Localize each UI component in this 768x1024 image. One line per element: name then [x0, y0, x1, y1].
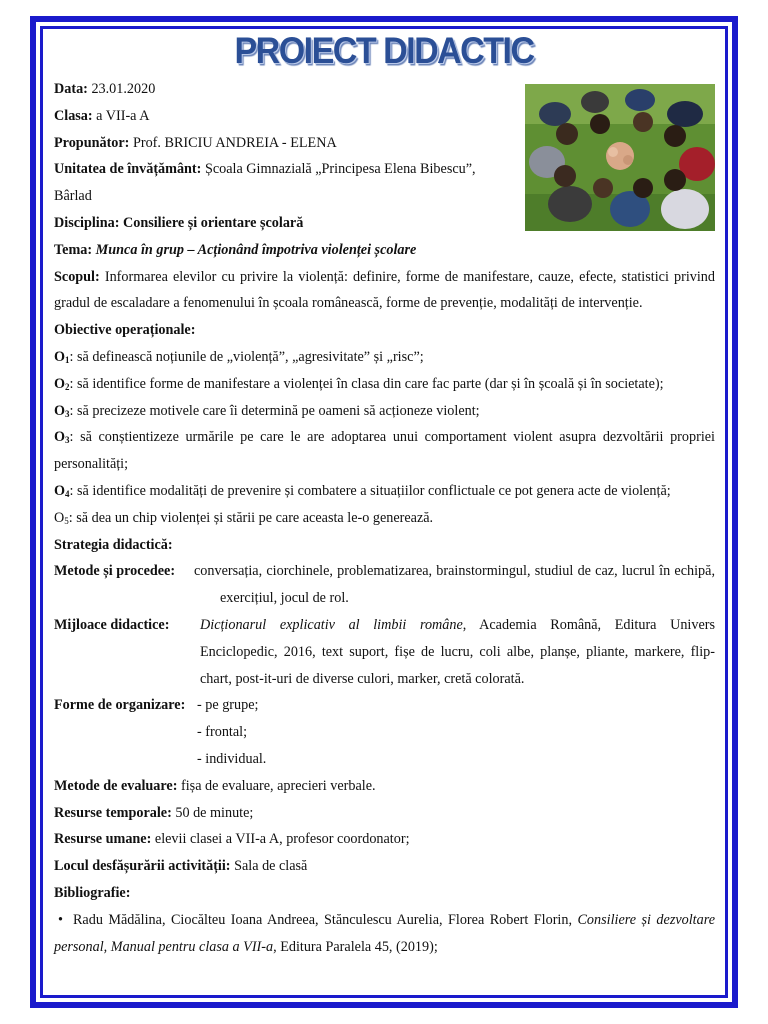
label-propunator: Propunător:: [54, 134, 130, 151]
value-mijloace: [200, 612, 715, 692]
document-body: [54, 76, 715, 960]
field-clasa: [54, 103, 516, 130]
label-tema: Tema:: [54, 241, 93, 258]
forme-item: - frontal;: [197, 724, 248, 741]
value-metode: conversația, ciorchinele, problematizarea, brainstormingul, studiul de caz, lucrul în echipă, exercițiul, jocul de rol.: [194, 563, 715, 607]
field-mijloace: [54, 612, 715, 692]
field-data: [54, 76, 516, 103]
objective-text: : să dea un chip violenței și stării pe care aceasta le-o generează.: [68, 509, 434, 526]
objective-sub: 5: [64, 515, 69, 526]
objective-item: [54, 505, 715, 532]
objective-item: [54, 478, 715, 505]
label-scopul: Scopul:: [54, 268, 100, 285]
field-metode: [54, 558, 715, 612]
value-tema: Munca în grup – Acționând împotriva violenței școlare: [95, 241, 417, 258]
objective-text: : să identifice forme de manifestare a violenței în clasa din care fac parte (dar și în școală și în societate);: [69, 375, 664, 392]
forme-list: [197, 692, 715, 772]
field-resurse-umane: [54, 826, 715, 853]
objective-item: [54, 398, 715, 425]
objective-item: [54, 371, 715, 398]
objective-sub: 4: [65, 488, 70, 499]
label-disciplina: Disciplina:: [54, 214, 120, 231]
forme-item: - pe grupe;: [197, 697, 259, 714]
page-title: PROIECT DIDACTIC: [234, 30, 534, 72]
value-resurse-temporale: 50 de minute;: [175, 804, 254, 821]
strategia-heading: [54, 532, 715, 559]
field-tema: [54, 237, 715, 264]
field-propunator: [54, 130, 516, 157]
field-resurse-temporale: [54, 800, 715, 827]
objective-text: : să identifice modalități de prevenire și combatere a situațiilor conflictuale ce pot genera acte de violență;: [69, 482, 671, 499]
value-mijloace-book: Dicționarul explicativ al limbii române: [200, 616, 463, 633]
value-resurse-umane: elevii clasei a VII-a A, profesor coordonator;: [154, 831, 410, 848]
value-propunator: Prof. BRICIU ANDREIA - ELENA: [132, 134, 337, 151]
objective-code: O: [54, 348, 66, 365]
objective-sub: 3: [65, 435, 70, 446]
objective-text: : să precizeze motivele care îi determină pe oameni să acționeze violent;: [69, 402, 480, 419]
field-locul: [54, 853, 715, 880]
bibliography-publisher: , Editura Paralela 45, (2019);: [273, 938, 438, 955]
bibliografie-heading: [54, 880, 715, 907]
objective-sub: 2: [65, 381, 70, 392]
objective-code: O: [54, 402, 66, 419]
value-disciplina: Consiliere și orientare școlară: [122, 214, 304, 231]
label-obiective: Obiective operaționale:: [54, 322, 196, 339]
bibliography-book: Consiliere și dezvoltare personal, Manual pentru clasa a VII-a: [54, 911, 716, 955]
value-data: 23.01.2020: [91, 81, 156, 97]
label-data: Data:: [54, 81, 88, 97]
bibliography-item: [54, 907, 715, 961]
field-disciplina: [54, 210, 516, 237]
value-mijloace-rest: , Academia Română, Editura Univers Enciclopedic, 2016, text suport, fișe de lucru, coli albe, planșe, pliante, markere, flip-chart, post-it-uri de diverse culori, marker, cretă colorată.: [200, 616, 715, 687]
objective-code: O: [54, 482, 66, 499]
label-resurse-umane: Resurse umane:: [54, 831, 152, 848]
label-metode: Metode și procedee:: [54, 563, 176, 580]
label-locul: Locul desfășurării activității:: [54, 858, 231, 875]
label-evaluare: Metode de evaluare:: [54, 777, 178, 794]
objective-text: : să definească noțiunile de „violență”, „agresivitate” și „risc”;: [69, 348, 424, 365]
field-unitatea: [54, 156, 516, 183]
label-unitatea: Unitatea de învățământ:: [54, 161, 202, 178]
field-forme: [54, 692, 715, 772]
label-mijloace: Mijloace didactice:: [54, 616, 170, 633]
forme-item: - individual.: [197, 750, 267, 767]
objective-text: : să conștientizeze urmările pe care le are adoptarea unui comportament violent asupra dezvoltării propriei personalități;: [54, 429, 715, 473]
objective-sub: 3: [65, 408, 70, 419]
field-scopul: [54, 264, 715, 318]
field-evaluare: [54, 773, 715, 800]
bibliography-authors: Radu Mădălina, Ciocălteu Ioana Andreea, Stănculescu Aurelia, Florea Robert Florin,: [72, 911, 578, 928]
label-resurse-temporale: Resurse temporale:: [54, 804, 172, 821]
label-bibliografie: Bibliografie:: [54, 884, 131, 901]
objective-code: O: [54, 429, 66, 446]
field-unitatea-city: Bârlad: [54, 188, 92, 205]
label-forme: Forme de organizare:: [54, 697, 186, 714]
value-scopul: Informarea elevilor cu privire la violență: definire, forme de manifestare, cauze, efecte, statistici privind gradul de escaladare a fenomenului în școala românească, forme de prevenție, modalități de intervenție.: [54, 268, 715, 312]
objective-item: [54, 424, 715, 478]
objective-code: O: [54, 509, 65, 526]
value-unitatea: Școala Gimnazială „Principesa Elena Bibescu”,: [204, 161, 476, 178]
label-clasa: Clasa:: [54, 107, 93, 124]
value-evaluare: fișa de evaluare, aprecieri verbale.: [181, 777, 376, 794]
objective-code: O: [54, 375, 66, 392]
value-locul: Sala de clasă: [234, 858, 308, 875]
value-clasa: a VII-a A: [96, 107, 150, 124]
obiective-heading: [54, 317, 715, 344]
objective-item: [54, 344, 715, 371]
label-strategia: Strategia didactică:: [54, 536, 173, 553]
objective-sub: 1: [65, 354, 70, 365]
